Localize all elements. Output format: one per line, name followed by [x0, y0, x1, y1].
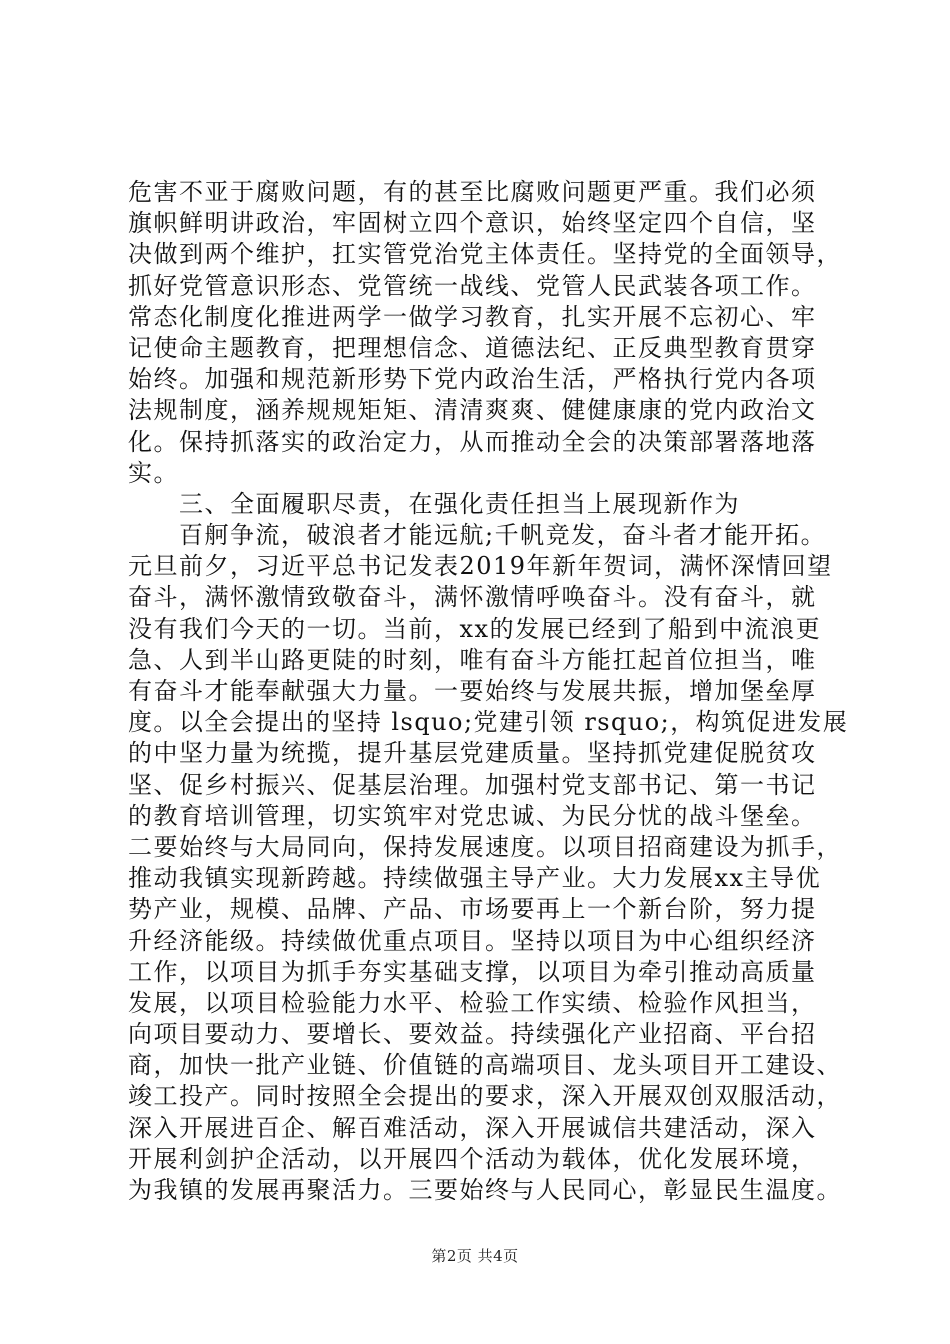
text-line: 工作，以项目为抓手夯实基础支撑，以项目为牵引推动高质量 — [128, 957, 817, 986]
text-line: 急、人到半山路更陡的时刻，唯有奋斗方能扛起首位担当，唯 — [128, 645, 817, 674]
text-line: 商，加快一批产业链、价值链的高端项目、龙头项目开工建设、 — [128, 1051, 842, 1080]
text-line: 势产业，规模、品牌、产品、市场要再上一个新台阶，努力提 — [128, 895, 817, 924]
text-line: 升经济能级。持续做优重点项目。坚持以项目为中心组织经济 — [128, 926, 817, 955]
text-line: 开展利剑护企活动，以开展四个活动为载体，优化发展环境， — [128, 1144, 817, 1173]
body-text — [128, 177, 848, 1206]
text-line: 抓好党管意识形态、党管统一战线、党管人民武装各项工作。 — [128, 271, 817, 300]
text-line: 推动我镇实现新跨越。持续做强主导产业。大力发展xx主导优 — [128, 864, 822, 893]
text-line: 记使命主题教育，把理想信念、道德法纪、正反典型教育贯穿 — [128, 333, 817, 362]
text-line: 没有我们今天的一切。当前，xx的发展已经到了船到中流浪更 — [128, 614, 822, 643]
text-line: 危害不亚于腐败问题，有的甚至比腐败问题更严重。我们必须 — [128, 178, 817, 206]
text-line: 为我镇的发展再聚活力。三要始终与人民同心，彰显民生温度。 — [128, 1176, 842, 1204]
text-line: 竣工投产。同时按照全会提出的要求，深入开展双创双服活动， — [128, 1082, 842, 1111]
text-line: 的中坚力量为统揽，提升基层党建质量。坚持抓党建促脱贫攻 — [128, 739, 817, 768]
text-line: 百舸争流，破浪者才能远航;千帆竞发，奋斗者才能开拓。 — [128, 521, 827, 550]
text-line: 度。以全会提出的坚持 lsquo;党建引领 rsquo;，构筑促进发展 — [128, 708, 849, 737]
text-line: 法规制度，涵养规规矩矩、清清爽爽、健健康康的党内政治文 — [128, 396, 817, 425]
text-line: 旗帜鲜明讲政治，牢固树立四个意识，始终坚定四个自信，坚 — [128, 209, 817, 238]
text-line: 向项目要动力、要增长、要效益。持续强化产业招商、平台招 — [128, 1020, 817, 1049]
page-footer: 第2页 共4页 — [431, 1247, 519, 1265]
text-line: 始终。加强和规范新形势下党内政治生活，严格执行党内各项 — [128, 365, 817, 394]
text-line: 二要始终与大局同向，保持发展速度。以项目招商建设为抓手， — [128, 832, 842, 861]
text-line: 决做到两个维护，扛实管党治党主体责任。坚持党的全面领导， — [128, 240, 842, 269]
text-line: 三、全面履职尽责，在强化责任担当上展现新作为 — [128, 489, 740, 518]
text-line: 化。保持抓落实的政治定力，从而推动全会的决策部署落地落 — [128, 427, 817, 456]
text-line: 常态化制度化推进两学一做学习教育，扎实开展不忘初心、牢 — [128, 302, 817, 331]
text-line: 有奋斗才能奉献强大力量。一要始终与发展共振，增加堡垒厚 — [128, 677, 817, 705]
text-line: 的教育培训管理，切实筑牢对党忠诚、为民分忧的战斗堡垒。 — [128, 801, 817, 830]
text-line: 发展，以项目检验能力水平、检验工作实绩、检验作风担当， — [128, 988, 817, 1017]
text-line: 实。 — [128, 458, 179, 487]
text-line: 坚、促乡村振兴、促基层治理。加强村党支部书记、第一书记 — [128, 770, 817, 799]
text-line: 元旦前夕，习近平总书记发表2019年新年贺词，满怀深情回望 — [128, 552, 833, 581]
text-line: 深入开展进百企、解百难活动，深入开展诚信共建活动，深入 — [128, 1113, 817, 1142]
text-line: 奋斗，满怀激情致敬奋斗，满怀激情呼唤奋斗。没有奋斗，就 — [128, 583, 817, 612]
